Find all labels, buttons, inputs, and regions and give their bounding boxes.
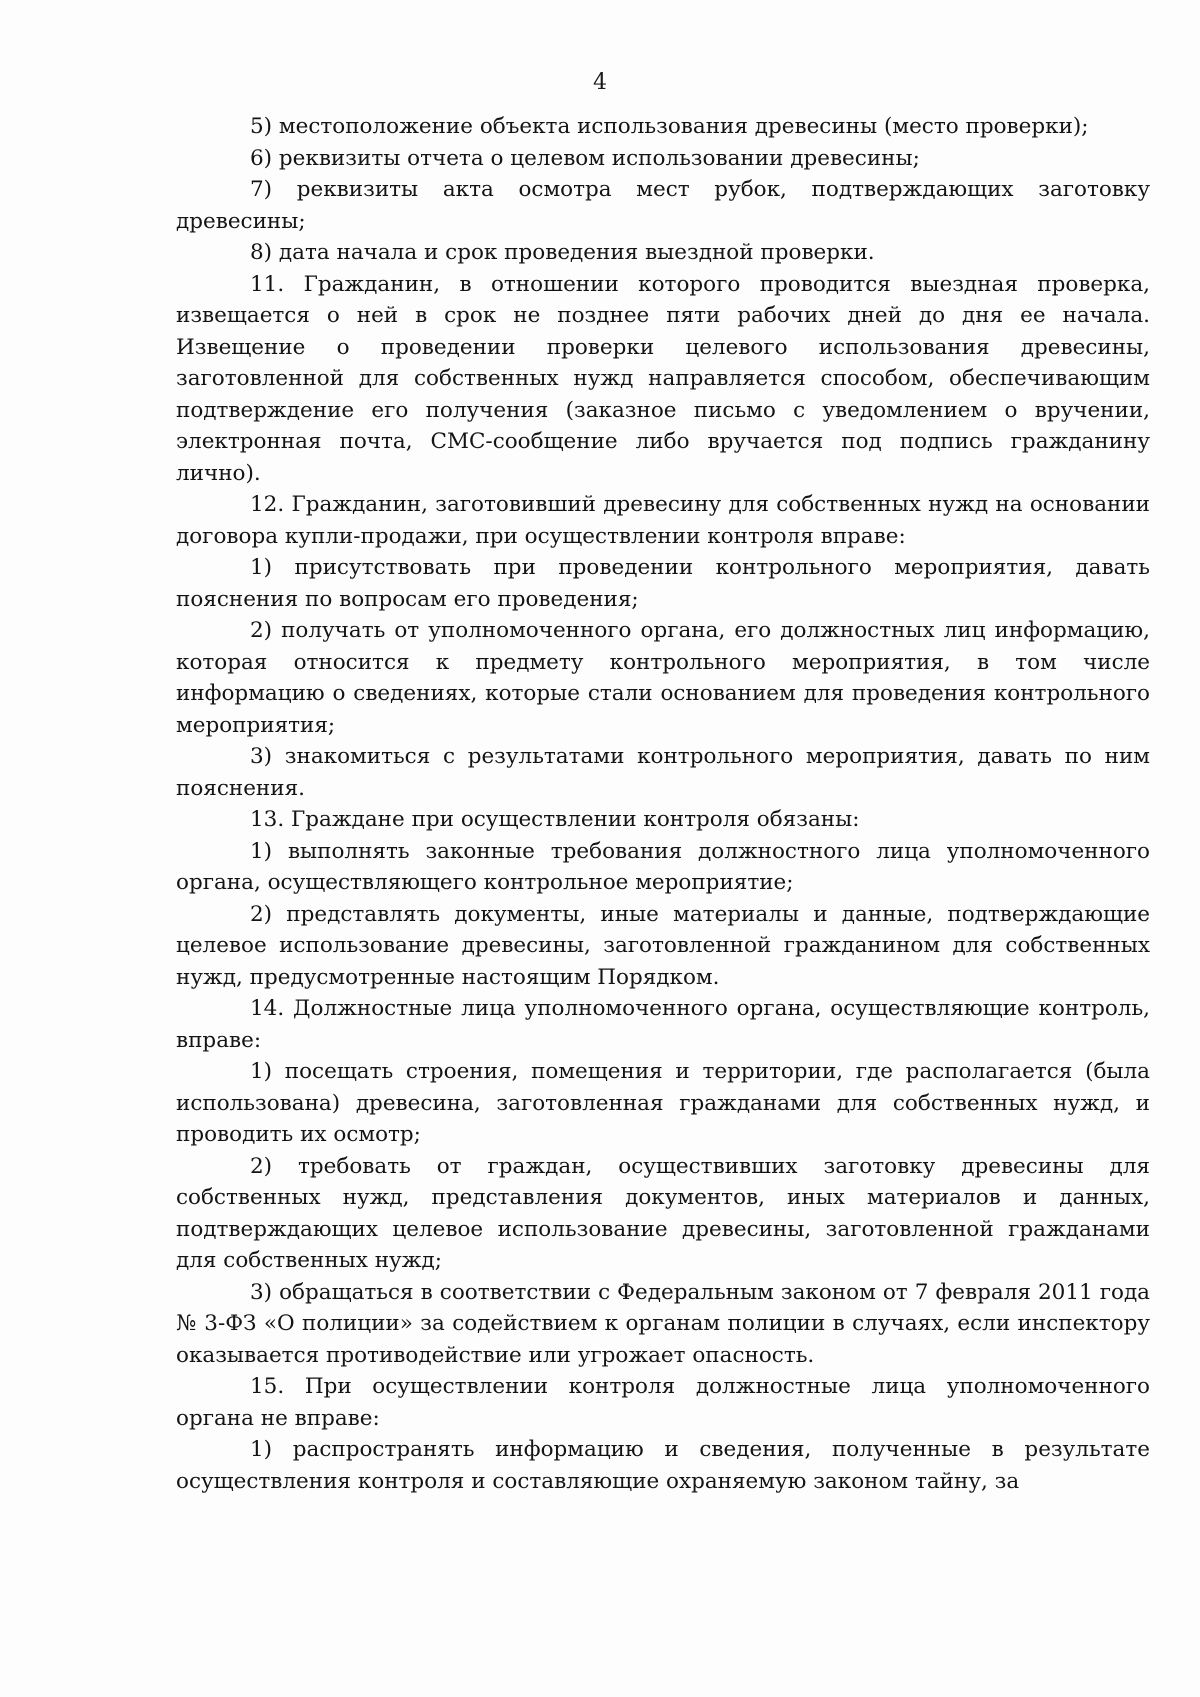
paragraph-section-12-item-3: 3) знакомиться с результатами контрольного мероприятия, давать по ним пояснения. xyxy=(176,744,1150,801)
paragraph-section-14-item-3: 3) обращаться в соответствии с Федеральным законом от 7 февраля 2011 года № 3-ФЗ «О полиции» за содействием к органам полиции в случаях, если инспектору оказывается противодействие или угрожает опасность. xyxy=(176,1279,1150,1368)
paragraph-item-5-location: 5) местоположение объекта использования древесины (место проверки); xyxy=(250,114,1089,139)
paragraph-section-12-item-1: 1) присутствовать при проведении контрольного мероприятия, давать пояснения по вопросам его проведения; xyxy=(176,555,1150,612)
paragraph-section-14-item-1: 1) посещать строения, помещения и территории, где располагается (была использована) древесина, заготовленная гражданами для собственных нужд, и проводить их осмотр; xyxy=(176,1059,1150,1147)
paragraph-section-11: 11. Гражданин, в отношении которого проводится выездная проверка, извещается о ней в срок не позднее пяти рабочих дней до дня ее начала. Извещение о проведении проверки целевого использования древесины, заготовленной для собственных нужд направляется способом, обеспечивающим подтверждение его получения (заказное письмо с уведомлением о вручении, электронная почта, СМС-сообщение либо вручается под подпись гражданину лично). xyxy=(176,271,1150,486)
paragraph-item-7-inspection-act: 7) реквизиты акта осмотра мест рубок, подтверждающих заготовку древесины; xyxy=(176,177,1150,234)
paragraph-section-13-item-1: 1) выполнять законные требования должностного лица уполномоченного органа, осуществляющего контрольное мероприятие; xyxy=(176,838,1150,895)
paragraph-item-6-report-details: 6) реквизиты отчета о целевом использовании древесины; xyxy=(250,145,920,171)
paragraph-item-8-start-date: 8) дата начала и срок проведения выездной проверки. xyxy=(250,240,875,265)
paragraph-section-12-item-2: 2) получать от уполномоченного органа, его должностных лиц информацию, которая относится к предмету контрольного мероприятия, в том числе информацию о сведениях, которые стали основанием для проведения контрольного мероприятия; xyxy=(176,618,1150,738)
page-number: 4 xyxy=(593,70,607,95)
paragraph-section-14: 14. Должностные лица уполномоченного органа, осуществляющие контроль, вправе: xyxy=(176,996,1150,1053)
paragraph-section-12: 12. Гражданин, заготовивший древесину для собственных нужд на основании договора купли-продажи, при осуществлении контроля вправе: xyxy=(176,492,1150,549)
paragraph-section-15-item-1: 1) распространять информацию и сведения, полученные в результате осуществления контроля и составляющие охраняемую законом тайну, за xyxy=(176,1437,1150,1494)
paragraph-section-13-item-2: 2) представлять документы, иные материалы и данные, подтверждающие целевое использование древесины, заготовленной гражданином для собственных нужд, предусмотренные настоящим Порядком. xyxy=(176,901,1150,990)
paragraph-section-15: 15. При осуществлении контроля должностные лица уполномоченного органа не вправе: xyxy=(176,1374,1150,1431)
paragraph-section-14-item-2: 2) требовать от граждан, осуществивших заготовку древесины для собственных нужд, представления документов, иных материалов и данных, подтверждающих целевое использование древесины, заготовленной гражданами для собственных нужд; xyxy=(176,1153,1150,1273)
paragraph-section-13: 13. Граждане при осуществлении контроля обязаны: xyxy=(250,807,860,832)
document-body xyxy=(176,111,1150,1497)
